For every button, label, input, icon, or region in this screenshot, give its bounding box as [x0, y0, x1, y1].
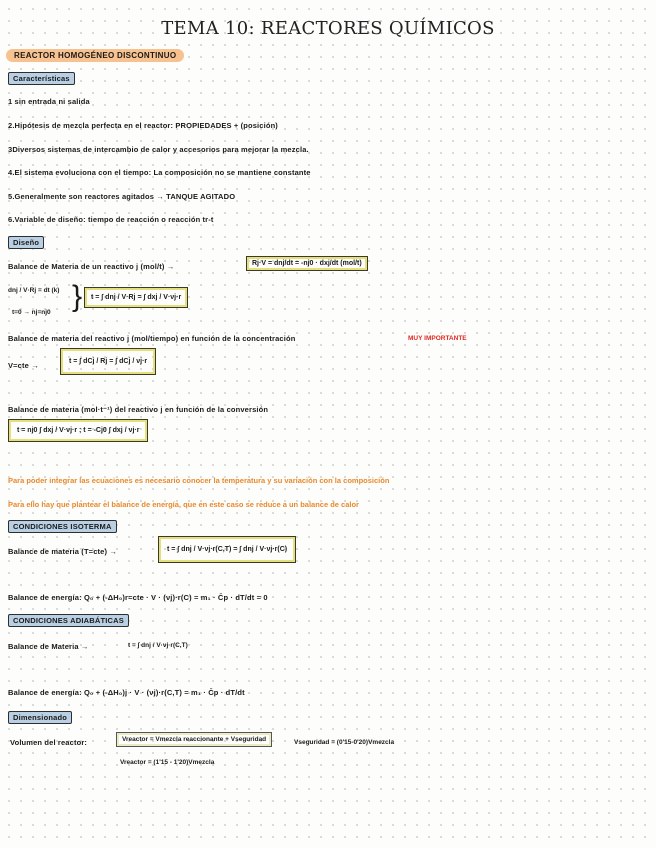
heading-dimensionado: Dimensionado [8, 711, 72, 724]
important-note: MUY IMPORTANTE [408, 335, 467, 342]
diseno-line-2: Balance de materia del reactivo j (mol/tiempo) en función de la concentración [8, 334, 296, 343]
caract-item-5: 5.Generalmente son reactores agitados → TANQUE AGITADO [8, 192, 236, 201]
caract-item-2: 2.Hipótesis de mezcla perfecta en el reactor: PROPIEDADES + (posición) [8, 121, 278, 130]
note-line-1: Para poder integrar las ecuaciones es necesario conocer la temperatura y su variación con la composición [8, 476, 390, 485]
adiabaticas-line: Balance de Materia → [8, 642, 89, 651]
heading-diseno: Diseño [8, 236, 44, 249]
page-title: TEMA 10: REACTORES QUÍMICOS [161, 18, 495, 39]
equation-box-2: t = ∫ dnj / V·Rj = ∫ dxj / V·νj·r [84, 287, 188, 308]
equation-box-4: t = nj0 ∫ dxj / V·νj·r ; t = -Cj0 ∫ dxj / νj·r [8, 419, 148, 442]
caract-item-4: 4.El sistema evoluciona con el tiempo: La composición no se mantiene constante [8, 168, 311, 177]
isoterma-line: Balance de materia (T=cte) → [8, 547, 118, 556]
caract-item-1: 1 sin entrada ni salida [8, 97, 90, 106]
equation-box-5: t = ∫ dnj / V·νj·r(C,T) = ∫ dnj / V·νj·r(C) [158, 536, 296, 563]
diseno-line-3: Balance de materia (mol·t⁻¹) del reactivo j en función de la conversión [8, 405, 269, 414]
note-line-2: Para ello hay que plantear el balance de energía, que en este caso se reduce a un balance de calor [8, 500, 359, 509]
equation-box-3: t = ∫ dCj / Rj = ∫ dCj / νj·r [60, 348, 156, 375]
isoterma-energy: Balance de energía: Q₀ + (-ΔH₀)r=cte · V · (νj)·r(C) = m₁ · C̄p · dT/dt = 0 [8, 593, 268, 602]
vcte-label: V=cte → [8, 361, 39, 370]
dimensionado-line: Volumen del reactor: [10, 738, 88, 747]
dimensionado-bottom: Vreactor = (1'15 - 1'20)Vmezcla [120, 759, 215, 766]
section-heading-reactor: REACTOR HOMOGÉNEO DISCONTINUO [6, 49, 184, 62]
caract-item-6: 6.Variable de diseño: tiempo de reacción o reacción tr-t [8, 215, 214, 224]
heading-adiabaticas: CONDICIONES ADIABÁTICAS [8, 614, 129, 627]
caract-item-3: 3Diversos sistemas de intercambio de calor y accesorios para mejorar la mezcla. [8, 145, 309, 154]
adiabaticas-eq: t = ∫ dnj / V·νj·r(C,T) [128, 642, 188, 649]
dimensionado-right: Vseguridad = (0'15-0'20)Vmezcla [294, 739, 395, 746]
heading-isoterma: CONDICIONES ISOTERMA [8, 520, 117, 533]
diseno-left-eq-2: t=0 → nj=nj0 [12, 309, 51, 316]
diseno-line-1: Balance de Materia de un reactivo j (mol/t) → [8, 262, 175, 271]
brace-symbol: } [72, 280, 83, 313]
diseno-left-eq-1: dnj / V·Rj = dt (k) [8, 287, 60, 294]
heading-caracteristicas: Características [8, 72, 75, 85]
adiabaticas-energy: Balance de energía: Q₀ + (-ΔH₀)j · V · (νj)·r(C,T) = m₁ · C̄p · dT/dt [8, 688, 245, 697]
equation-box-6: Vreactor = Vmezcla reaccionante + Vseguridad [116, 732, 272, 747]
equation-box-1: Rj·V = dnj/dt = -nj0 · dxj/dt (mol/t) [246, 256, 368, 271]
